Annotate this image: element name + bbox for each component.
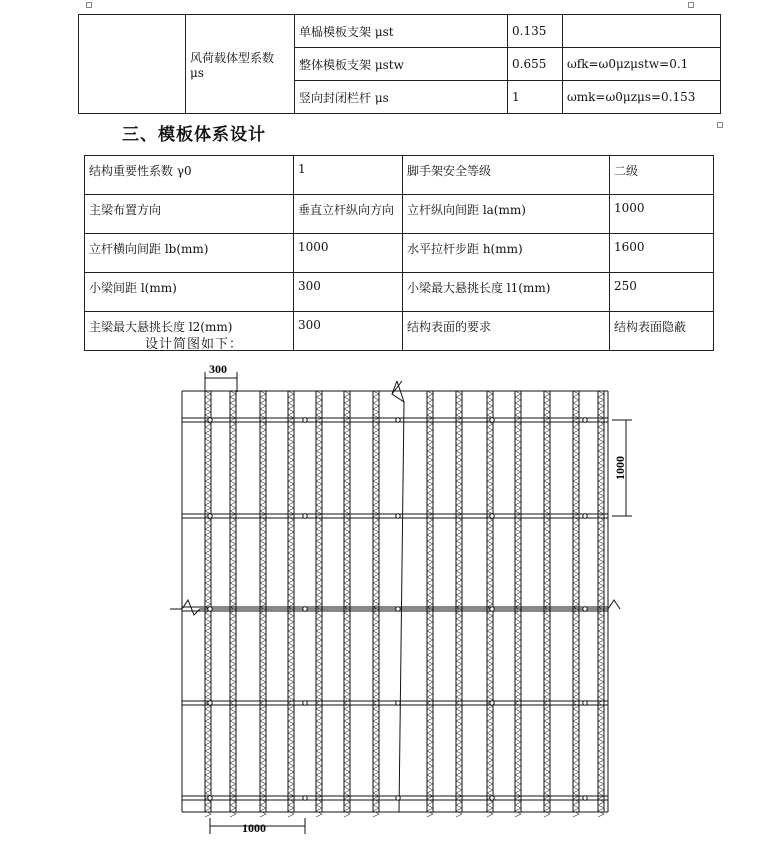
pole-marker [396,701,400,705]
pole-marker [303,607,307,611]
wind-row-name: 竖向封闭栏杆 μs [295,81,508,114]
pole-marker [583,514,587,518]
wind-row-name: 整体模板支架 μstw [295,48,508,81]
small-beam-hatch [316,391,322,817]
param-value: 二级 [610,156,714,195]
small-beam-hatch [427,391,433,817]
pole-marker [583,418,587,422]
param-value: 300 [294,312,403,351]
pole-marker [490,607,494,611]
wind-row-value: 1 [508,81,563,114]
param-name: 结构重要性系数 γ0 [85,156,294,195]
pole-marker [303,701,307,705]
drawing-caption: 设计简图如下： [145,337,244,352]
pole-marker [303,514,307,518]
pole-marker [208,607,212,611]
small-beam-hatch [573,391,579,817]
param-name: 主梁布置方向 [85,195,294,234]
pole-marker [208,796,212,800]
pole-marker [490,701,494,705]
break-line-vertical [392,381,404,812]
wind-row-value: 0.655 [508,48,563,81]
wind-row-value: 0.135 [508,15,563,48]
param-value: 250 [610,273,714,312]
param-name: 结构表面的要求 [403,312,610,351]
dim-bottom-label: 1000 [242,821,266,835]
pole-marker [396,796,400,800]
pole-marker [583,701,587,705]
param-name: 小梁间距 l(mm) [85,273,294,312]
small-beam-hatch [515,391,521,817]
param-value: 1 [294,156,403,195]
small-beam-hatch [230,391,236,817]
param-name: 主梁最大悬挑长度 l2(mm) [85,312,294,351]
pole-marker [303,418,307,422]
small-beam-hatch [373,391,379,817]
pole-marker [303,796,307,800]
param-value: 300 [294,273,403,312]
pole-marker [208,418,212,422]
small-beam-hatch [598,391,604,817]
param-value: 1000 [294,234,403,273]
wind-row-note: ωfk=ω0μzμstw=0.1 [563,48,721,81]
wind-row-name: 单榀模板支架 μst [295,15,508,48]
pole-marker [583,796,587,800]
small-beam-hatch [344,391,350,817]
dim-right-label: 1000 [613,456,627,480]
pole-marker [583,607,587,611]
param-name: 小梁最大悬挑长度 l1(mm) [403,273,610,312]
small-beam-hatch [456,391,462,817]
small-beam-hatch [544,391,550,817]
pole-marker [490,796,494,800]
pole-marker [396,514,400,518]
param-value: 1600 [610,234,714,273]
param-name: 立杆纵向间距 la(mm) [403,195,610,234]
pole-marker [490,418,494,422]
pole-marker [208,514,212,518]
pole-marker [396,607,400,611]
param-value: 1000 [610,195,714,234]
param-value: 结构表面隐蔽 [610,312,714,351]
section-heading: 三、模板体系设计 [122,125,266,145]
param-name: 立杆横向间距 lb(mm) [85,234,294,273]
pole-marker [490,514,494,518]
dim-top-label: 300 [209,362,227,376]
pole-marker [396,418,400,422]
small-beam-hatch [260,391,266,817]
small-beam-hatch [288,391,294,817]
wind-row-note: ωmk=ω0μzμs=0.153 [563,81,721,114]
param-name: 脚手架安全等级 [403,156,610,195]
param-name: 水平拉杆步距 h(mm) [403,234,610,273]
param-value: 垂直立杆纵向方向 [294,195,403,234]
small-beam-hatch [205,391,211,817]
wind-coefficient-label: 风荷载体型系数 μs [186,15,295,114]
small-beam-hatch [487,391,493,817]
pole-marker [208,701,212,705]
